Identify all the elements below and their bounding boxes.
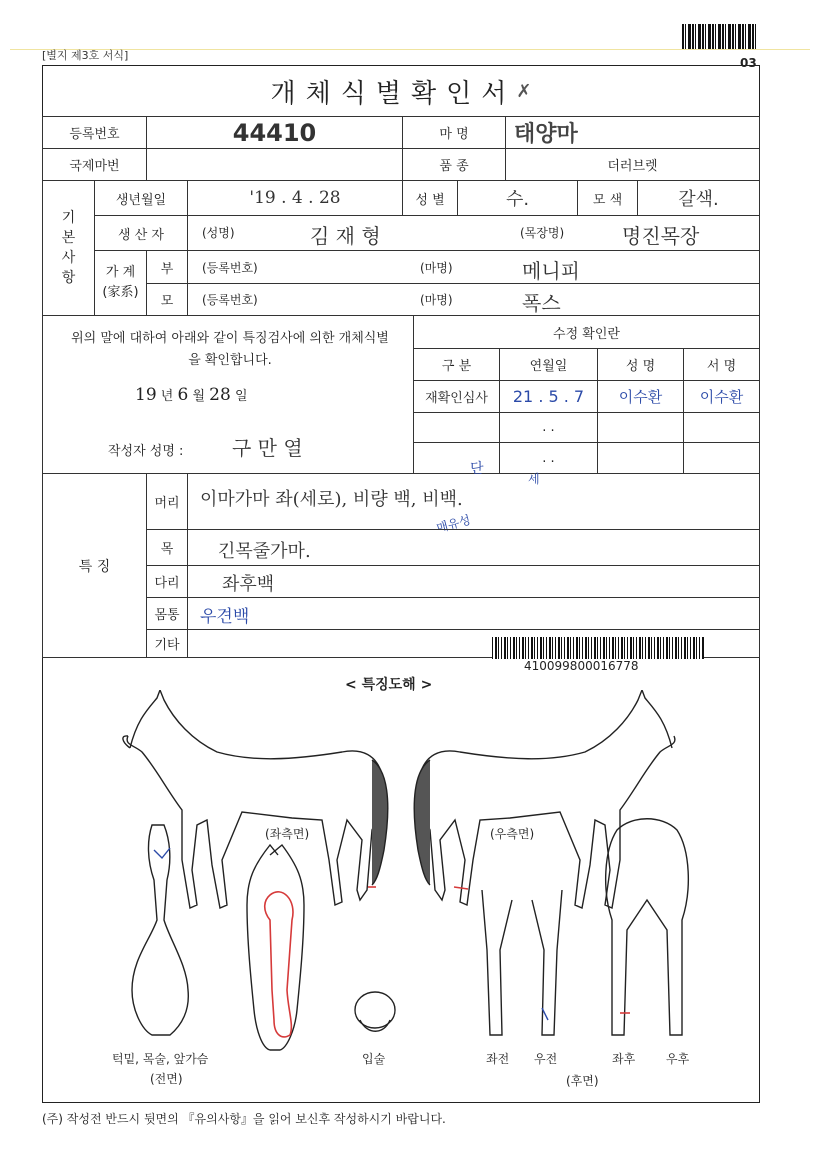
- breed-value: 더러브렛: [505, 148, 760, 181]
- body-label: 몸통: [146, 597, 188, 630]
- revision-header-date: 연월일: [499, 348, 598, 381]
- sire-label: 부: [146, 250, 188, 284]
- intl-no-value: [146, 148, 403, 181]
- breed-label: 품 종: [402, 148, 506, 181]
- top-barcode: [682, 24, 758, 50]
- head-label: 머리: [146, 473, 188, 530]
- revision-row1-type: 재확인심사: [413, 380, 500, 413]
- sire-regno-label: (등록번호): [202, 261, 258, 275]
- confirm-day-label: 일: [234, 389, 248, 404]
- breeder-label: 생 산 자: [94, 215, 188, 251]
- lineage-label: 가 계 (家系): [94, 250, 147, 316]
- revision-header-type: 구 분: [413, 348, 500, 381]
- revision-row2-name: [597, 412, 684, 443]
- dam-row: [187, 283, 760, 316]
- head-note-2: 세: [528, 472, 540, 486]
- breeder-name-label: (성명): [202, 226, 235, 240]
- reg-no-value: 44410: [146, 116, 403, 149]
- confirmation-date: [135, 385, 248, 405]
- revision-row3-sign: [683, 442, 760, 474]
- title-mark: ✗: [516, 80, 532, 102]
- body-value: 우견백: [200, 607, 250, 627]
- hind-right-caption: 우후: [666, 1052, 690, 1066]
- revision-row2-type: [413, 412, 500, 443]
- sire-name-label: (마명): [420, 261, 453, 275]
- front-view-sub: (전면): [150, 1072, 183, 1086]
- body-row: [187, 597, 760, 630]
- revision-row3-date: . .: [499, 442, 598, 474]
- head-note-3: 매유성: [434, 512, 473, 536]
- revision-row2-sign: [683, 412, 760, 443]
- dam-name-label: (마명): [420, 293, 453, 307]
- intl-no-label: 국제마번: [42, 148, 147, 181]
- middle-barcode: [492, 637, 704, 659]
- neck-label: 목: [146, 529, 188, 566]
- dam-value: 폭스: [522, 291, 561, 315]
- sex-value: 수.: [457, 180, 578, 216]
- revision-row2-date: . .: [499, 412, 598, 443]
- dam-regno-label: (등록번호): [202, 293, 258, 307]
- basic-section-label: 기 본 사 항: [42, 180, 95, 316]
- title-text: 개체식별확인서: [270, 78, 517, 109]
- diagram-title: < 특징도해 >: [345, 677, 433, 693]
- rear-view-sub: (후면): [566, 1074, 599, 1088]
- barcode-number: 410099800016778: [520, 659, 643, 673]
- color-value: 갈색.: [637, 180, 760, 216]
- head-note-1: 단: [470, 461, 484, 477]
- writer-label: 작성자 성명 :: [108, 444, 184, 459]
- confirmation-text: 위의 말에 대하여 아래와 같이 특징검사에 의한 개체식별을 확인합니다.: [71, 331, 389, 368]
- revision-row3-name: [597, 442, 684, 474]
- confirm-year: 19: [135, 385, 157, 405]
- writer-value: 구 만 열: [232, 436, 303, 460]
- breeder-name-value: 김 재 형: [310, 224, 381, 248]
- page-number: 03: [740, 56, 757, 70]
- sex-label: 성 별: [402, 180, 458, 216]
- revision-row1-date: 21 . 5 . 7: [499, 380, 598, 413]
- revision-title: 수정 확인란: [413, 315, 760, 349]
- footer-note: (주) 작성전 반드시 뒷면의 『유의사항』을 읽어 보신후 작성하시기 바랍니다.: [42, 1112, 446, 1126]
- front-left-caption: 좌전: [486, 1052, 510, 1066]
- confirm-day: 28: [209, 385, 231, 405]
- document-title: [42, 66, 760, 116]
- left-side-caption: (좌측면): [265, 827, 310, 841]
- front-view-caption: 턱밑, 목술, 앞가슴: [112, 1052, 209, 1066]
- farm-value: 명진목장: [622, 224, 700, 248]
- etc-label: 기타: [146, 629, 188, 658]
- birth-value: '19 . 4 . 28: [187, 180, 403, 216]
- revision-row1-name: 이수환: [597, 380, 684, 413]
- confirm-month-label: 월: [192, 389, 206, 404]
- sire-value: 메니피: [522, 259, 580, 283]
- front-right-caption: 우전: [534, 1052, 558, 1066]
- confirm-month: 6: [177, 385, 189, 405]
- confirm-year-label: 년: [160, 389, 174, 404]
- revision-header-sign: 서 명: [683, 348, 760, 381]
- head-value: 이마가마 좌(세로), 비량 백, 비백.: [200, 489, 463, 510]
- birth-label: 생년월일: [94, 180, 188, 216]
- revision-row3-type: [413, 442, 500, 474]
- features-section-label: 특 징: [42, 473, 147, 658]
- legs-label: 다리: [146, 565, 188, 598]
- muzzle-caption: 입술: [362, 1052, 386, 1066]
- legs-value: 좌후백: [222, 574, 275, 595]
- revision-header-name: 성 명: [597, 348, 684, 381]
- header-rule: [10, 49, 810, 50]
- revision-row1-sign: 이수환: [683, 380, 760, 413]
- reg-no-label: 등록번호: [42, 116, 147, 149]
- horse-name-value: 태양마: [505, 116, 760, 149]
- farm-label: (목장명): [520, 226, 565, 240]
- horse-diagram: [42, 690, 760, 1100]
- color-label: 모 색: [577, 180, 638, 216]
- dam-label: 모: [146, 283, 188, 316]
- sire-row: [187, 250, 760, 284]
- hind-left-caption: 좌후: [612, 1052, 636, 1066]
- neck-value: 긴목줄가마.: [218, 541, 311, 562]
- form-number: [별지 제3호 서식]: [42, 49, 129, 62]
- right-side-caption: (우측면): [490, 827, 535, 841]
- horse-name-label: 마 명: [402, 116, 506, 149]
